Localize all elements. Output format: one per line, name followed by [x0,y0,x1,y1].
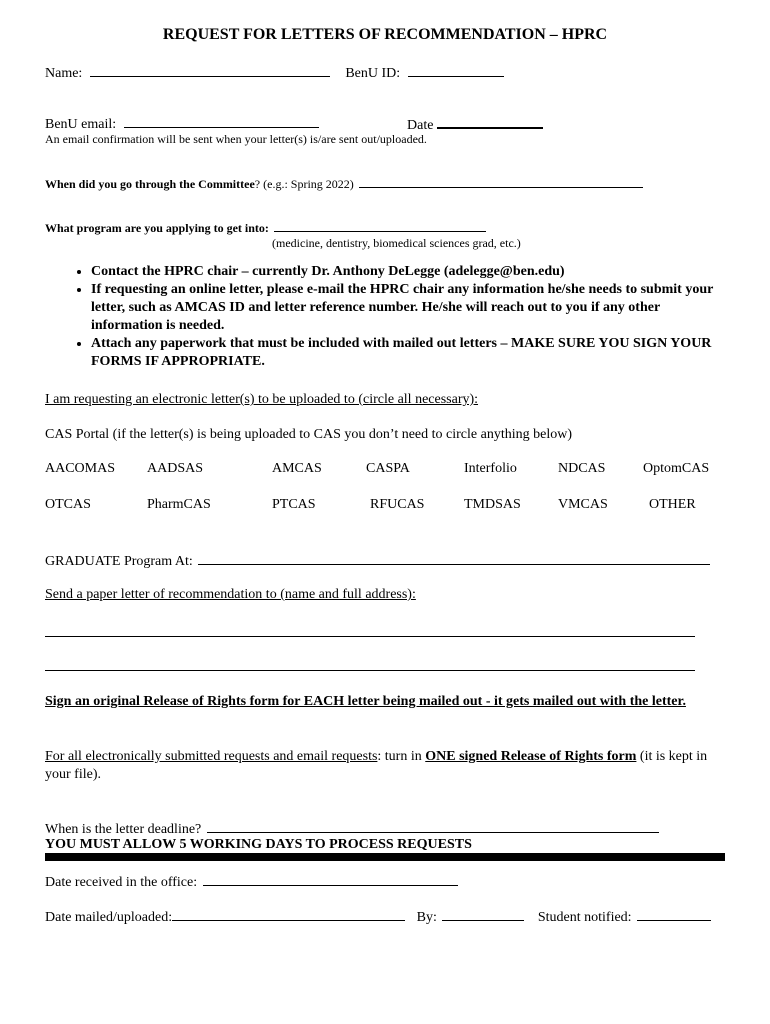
benu-id-field[interactable] [408,63,504,77]
date-received-field[interactable] [203,872,458,886]
date-label: Date [407,118,434,133]
date-mailed-label: Date mailed/uploaded: [45,910,173,925]
cas-option-rfucas[interactable]: RFUCAS [370,497,425,512]
form-title: REQUEST FOR LETTERS OF RECOMMENDATION – HPRC [162,26,608,43]
address-line-2[interactable] [45,670,695,671]
cas-option-aacomas[interactable]: AACOMAS [45,461,116,476]
divider-bar [45,853,725,861]
mailed-release-notice: Sign an original Release of Rights form for EACH letter being mailed out - it gets mailed out with the letter. [45,694,686,709]
cas-option-tmdsas[interactable]: TMDSAS [464,497,521,512]
cas-option-aadsas[interactable]: AADSAS [147,461,204,476]
cas-option-pharmcas[interactable]: PharmCAS [147,497,211,512]
by-field[interactable] [442,907,524,921]
date-mailed-field[interactable] [172,907,405,921]
cas-portal-option[interactable]: CAS Portal (if the letter(s) is being uploaded to CAS you don’t need to circle anything below) [45,427,572,442]
benu-id-label: BenU ID: [345,66,401,81]
electronic-release-suffix: (it is kept in your file). [45,749,708,782]
instructions-list [45,263,725,371]
graduate-field[interactable] [198,551,710,565]
date-row [407,114,543,134]
electronic-release-notice [45,748,725,784]
electronic-release-bold: ONE signed Release of Rights form [425,749,637,764]
date-received-row [45,872,458,891]
student-notified-label: Student notified: [537,910,632,925]
cas-option-caspa[interactable]: CASPA [366,461,410,476]
instruction-item: • Contact the HPRC chair – currently Dr. Anthony DeLegge (adelegge@ben.edu) [91,263,725,281]
committee-hint: ? (e.g.: Spring 2022) [254,177,354,191]
electronic-release-mid: : turn in [377,749,426,764]
committee-row [45,176,643,193]
allow-notice: YOU MUST ALLOW 5 WORKING DAYS TO PROCESS REQUESTS [45,837,472,852]
name-label: Name: [45,66,83,81]
date-mailed-row [45,907,711,926]
cas-option-optomcas[interactable]: OptomCAS [643,461,710,476]
cas-option-otcas[interactable]: OTCAS [45,497,91,512]
cas-option-interfolio[interactable]: Interfolio [464,461,517,476]
program-hint: (medicine, dentistry, biomedical sciences grad, etc.) [272,236,521,250]
cas-option-other[interactable]: OTHER [649,497,696,512]
cas-option-ptcas[interactable]: PTCAS [272,497,316,512]
program-field[interactable] [274,220,486,232]
program-label: What program are you applying to get into: [45,221,269,235]
student-notified-field[interactable] [637,907,711,921]
benu-email-field[interactable] [124,114,319,128]
graduate-label: GRADUATE Program At: [45,554,193,569]
date-received-label: Date received in the office: [45,875,198,890]
graduate-row [45,551,710,570]
date-field[interactable] [437,114,543,129]
instruction-item: • Attach any paperwork that must be included with mailed out letters – MAKE SURE YOU SIGN YOUR FORMS IF APPROPRIATE. [91,335,725,371]
committee-field[interactable] [359,176,643,188]
paper-heading: Send a paper letter of recommendation to (name and full address): [45,587,416,602]
cas-option-vmcas[interactable]: VMCAS [558,497,608,512]
name-row [45,63,504,82]
electronic-release-prefix: For all electronically submitted requests and email requests [45,749,378,764]
electronic-heading: I am requesting an electronic letter(s) to be uploaded to (circle all necessary): [45,392,479,407]
deadline-field[interactable] [207,819,659,833]
email-note: An email confirmation will be sent when your letter(s) is/are sent out/uploaded. [45,132,427,146]
instruction-item: • If requesting an online letter, please e-mail the HPRC chair any information he/she needs to submit your letter, such as AMCAS ID and letter reference number. He/she will reach out to you if any other information is needed. [91,281,725,335]
cas-option-amcas[interactable]: AMCAS [272,461,322,476]
benu-email-label: BenU email: [45,117,117,132]
by-label: By: [416,910,437,925]
address-line-1[interactable] [45,636,695,637]
committee-label: When did you go through the Committee [45,177,255,191]
deadline-label: When is the letter deadline? [45,822,202,837]
cas-option-ndcas[interactable]: NDCAS [558,461,606,476]
name-field[interactable] [90,63,330,77]
